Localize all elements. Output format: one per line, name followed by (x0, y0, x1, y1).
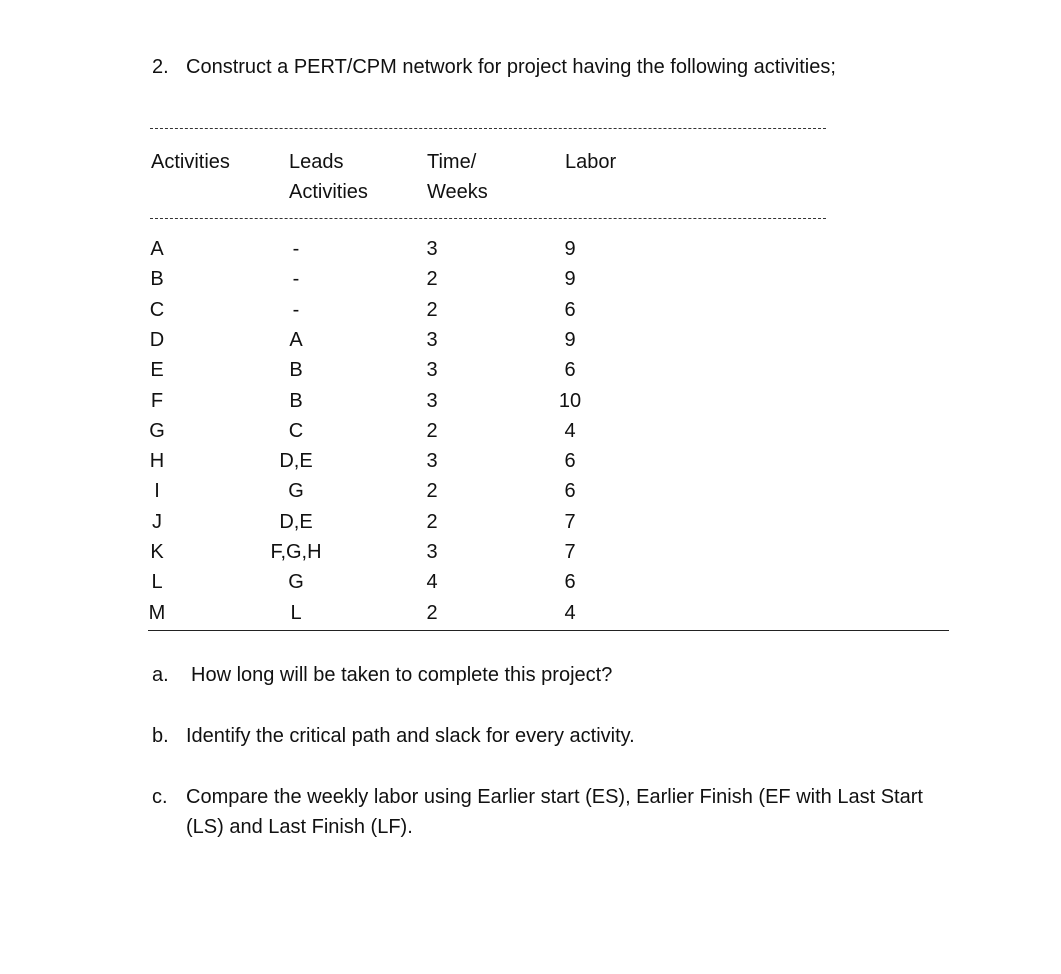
time-cell: 2 (426, 419, 438, 442)
labor-cell: 7 (564, 541, 576, 563)
labor-cell: 4 (564, 601, 576, 624)
activity-cell: F (150, 389, 164, 412)
labor-cell: 6 (564, 298, 576, 321)
time-cell: 2 (426, 510, 438, 533)
table-row (0, 537, 1061, 567)
labor-cell: 7 (564, 510, 576, 533)
question-text: Construct a PERT/CPM network for project having the following activities; (186, 56, 836, 78)
time-cell: 3 (426, 541, 438, 563)
table-row (0, 476, 1061, 506)
table-bottom-rule (148, 630, 949, 631)
table-row (0, 295, 1061, 325)
labor-cell: 4 (564, 419, 576, 442)
subquestion-c-text-line2: (LS) and Last Finish (LF). (186, 816, 413, 838)
leads-cell: - (292, 268, 300, 291)
activity-cell: K (150, 541, 164, 563)
table-row (0, 386, 1061, 416)
leads-cell: F,G,H (270, 541, 322, 563)
labor-cell: 9 (564, 238, 576, 260)
table-header-divider (150, 218, 826, 219)
activity-cell: L (151, 571, 163, 594)
time-cell: 2 (426, 480, 438, 503)
header-time-line1: Time/ (427, 151, 477, 173)
leads-cell: D,E (279, 450, 313, 473)
table-row (0, 567, 1061, 597)
activity-cell: D (149, 328, 165, 351)
leads-cell: C (288, 419, 304, 442)
time-cell: 3 (426, 389, 438, 412)
header-time-line2: Weeks (427, 181, 488, 203)
activity-cell: A (150, 238, 164, 260)
activity-cell: C (149, 298, 165, 321)
subquestion-b-text: Identify the critical path and slack for every activity. (186, 725, 635, 747)
subquestion-c-letter: c. (152, 786, 168, 808)
table-row (0, 355, 1061, 385)
subquestion-a-text: How long will be taken to complete this project? (191, 664, 613, 686)
question-number: 2. (152, 56, 169, 78)
labor-cell: 9 (564, 328, 576, 351)
subquestion-c-text-line1: Compare the weekly labor using Earlier start (ES), Earlier Finish (EF with Last Start (186, 786, 923, 808)
activity-cell: E (150, 359, 164, 382)
labor-cell: 9 (564, 268, 576, 291)
subquestion-a-letter: a. (152, 664, 169, 686)
activity-cell: I (154, 480, 160, 503)
header-leads-line1: Leads (289, 151, 344, 173)
table-row (0, 507, 1061, 537)
time-cell: 3 (426, 359, 438, 382)
leads-cell: B (289, 359, 303, 382)
activity-cell: G (149, 419, 165, 442)
time-cell: 2 (426, 268, 438, 291)
time-cell: 3 (426, 238, 438, 260)
table-row (0, 598, 1061, 628)
leads-cell: - (292, 238, 300, 260)
leads-cell: G (288, 571, 304, 594)
leads-cell: G (288, 480, 304, 503)
header-leads-line2: Activities (289, 181, 368, 203)
activity-cell: B (150, 268, 164, 291)
header-leads (289, 147, 368, 207)
header-time (427, 147, 488, 207)
table-row (0, 325, 1061, 355)
labor-cell: 6 (564, 450, 576, 473)
labor-cell: 6 (564, 480, 576, 503)
table-row (0, 446, 1061, 476)
time-cell: 3 (426, 450, 438, 473)
leads-cell: A (289, 328, 303, 351)
table-row (0, 264, 1061, 294)
activity-cell: J (152, 510, 162, 533)
time-cell: 2 (426, 601, 438, 624)
activity-cell: M (148, 601, 166, 624)
labor-cell: 6 (564, 359, 576, 382)
time-cell: 2 (426, 298, 438, 321)
header-activities: Activities (151, 151, 230, 173)
table-top-divider (150, 128, 826, 129)
labor-cell: 6 (564, 571, 576, 594)
table-row (0, 416, 1061, 446)
table-row (0, 234, 1061, 264)
activity-cell: H (149, 450, 165, 473)
header-labor: Labor (565, 151, 617, 173)
subquestion-b-letter: b. (152, 725, 169, 747)
time-cell: 3 (426, 328, 438, 351)
leads-cell: B (289, 389, 303, 412)
leads-cell: - (292, 298, 300, 321)
time-cell: 4 (426, 571, 438, 594)
labor-cell: 10 (558, 389, 582, 412)
leads-cell: L (290, 601, 302, 624)
leads-cell: D,E (279, 510, 313, 533)
